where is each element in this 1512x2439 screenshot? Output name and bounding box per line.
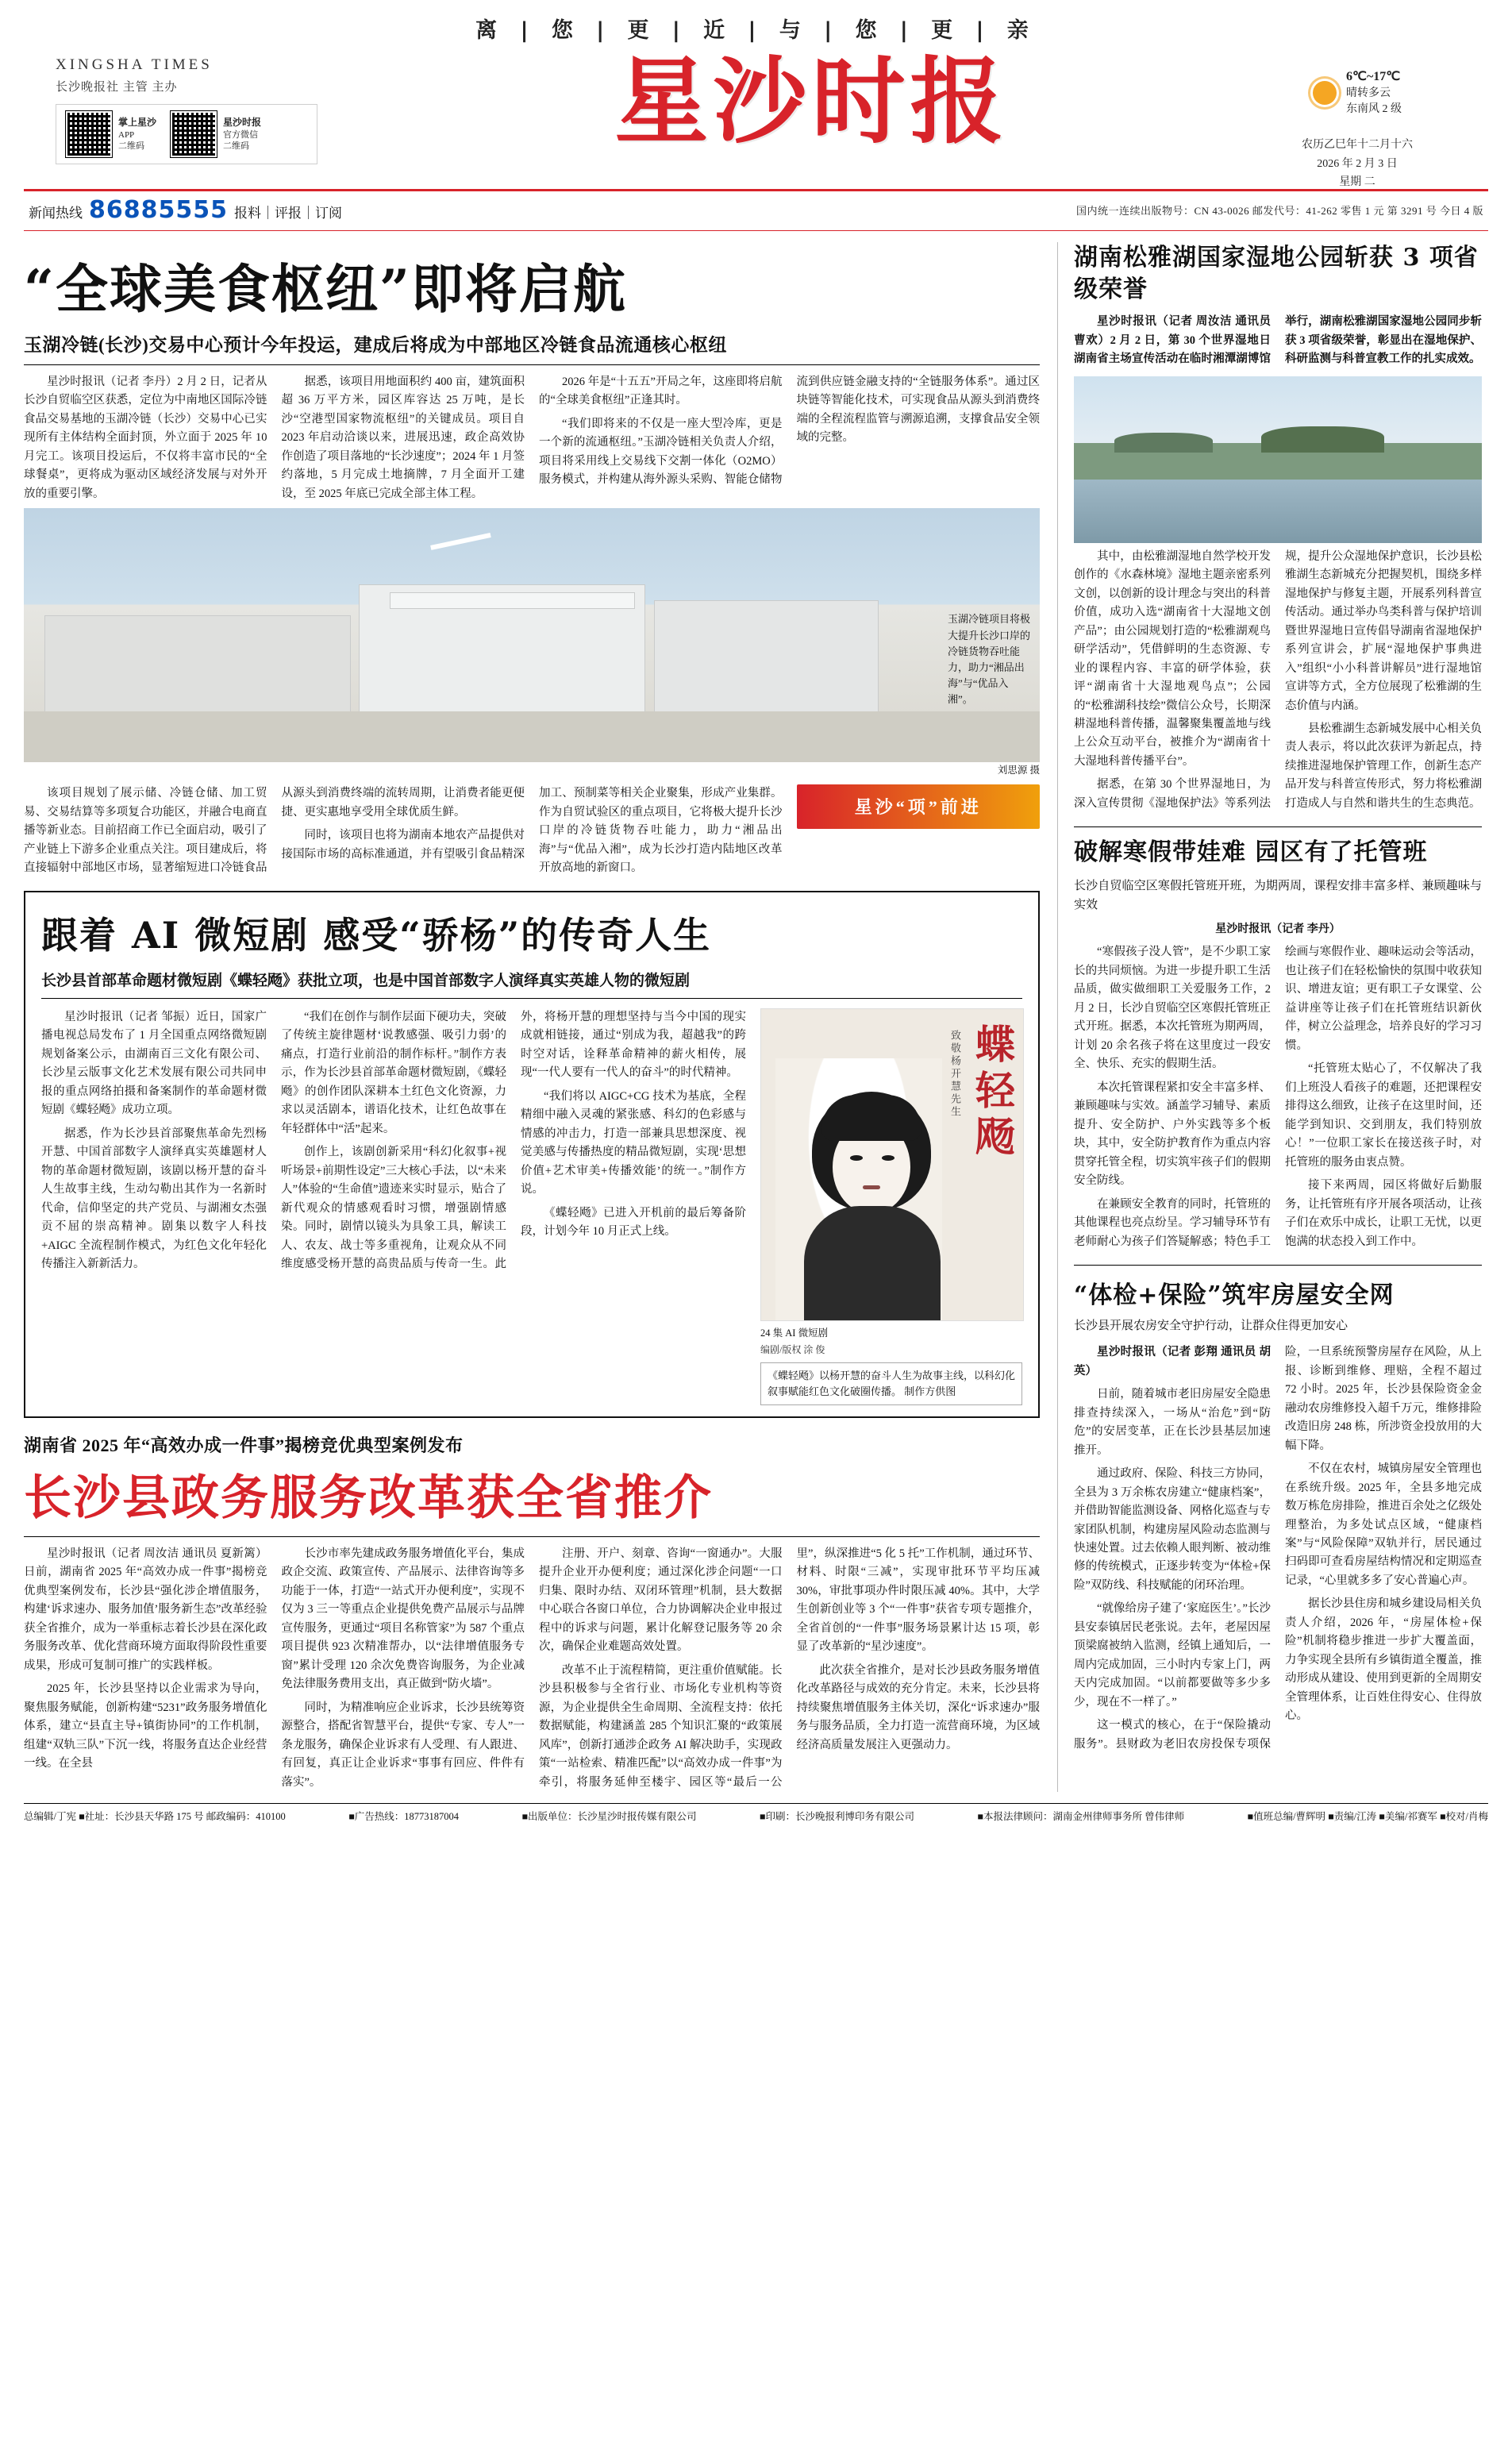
lead-photo-caption: 玉湖冷链项目将极大提升长沙口岸的冷链货物吞吐能力，助力“湘品出海”与“优品入湘”。: [948, 613, 1031, 706]
weather-widget: [1226, 67, 1488, 118]
lead-headline: “全球美食枢纽”即将启航: [24, 258, 627, 320]
paper-org: 长沙晚报社 主管 主办: [56, 81, 178, 94]
lead-para-2: 2026 年是“十五五”开局之年，这座即将启航的“全球美食枢纽”正逢其时。: [539, 376, 783, 407]
poster-portrait: [775, 1058, 942, 1320]
lead-subheadline: 玉湖冷链(长沙)交易中心预计今年投运，建成后将成为中部地区冷链食品流通核心枢纽: [24, 330, 1040, 365]
bottom-para-5: 改革不止于流程精简，更注重价值赋能。长沙县积极参与全省行业、市场化专业机构等资源，为企业提供全生命周期、全流程支持：依托数据赋能，构建涵盖 285 个知识汇聚的“政策展风库”，创新打通涉企政务 AI 解决助手，实现政策“一站检索、精准匹配”以“高效办成一件事”为牵引，将服务延伸至楼宇、园区等“最后一公里”，纵深推进“5 化 5 托”工作机制，通过环节、材料、时限“三减”，实现审批环节平均压减 30%，审批事项办件时限压减 40%。其中，大学生创新创业等 3 个“一件事”获省专项专题推介，全省首创的“一件事”服务场景累计达 15 项，彰显了改革新的“星沙速度”。: [539, 1547, 1040, 1789]
bottom-para-2: 长沙市率先建成政务服务增值化平台，集成政企交流、政策宣传、产品展示、法律咨询等多功能于一体，打造“一站式开办便利度”，实现不仅为 3 三一等重点企业提供免费产品展示与品牌宣传服务，更通过“项目名称管家”为 587 个重点项目提供 923 次精准帮办，以“法律增值服务专窗”累计受理 120 余次免费咨询服务，为企业减免法律服务费用支出，真正做到“防火墙”。: [281, 1547, 525, 1691]
footer-publisher: ■出版单位：长沙星沙时报传媒有限公司: [521, 1811, 697, 1823]
weather-cond: 晴转多云: [1346, 87, 1391, 100]
ai-para-0: 星沙时报讯（记者 邹振）近日，国家广播电视总局发布了 1 月全国重点网络微短剧规划备案公示，由湖南百三文化有限公司、长沙星云版事文化艺术发展有限公司共同申报的重点网络拍摄和备案制作的革命题材微短剧《蝶轻飏》成功立项。: [41, 1010, 267, 1117]
right-bottom-para-4: 不仅在农村，城镇房屋安全管理也在系统升级。2025 年，全县多地完成数万栋危房排险，推进百余处之亿级处理整治，为多处试点区域，“健康档案”与“风险保障”双轨并行，居民通过扫码即可查看房屋结构情况和定期巡查记录，“心里就多多了安心普遍心声。: [1285, 1462, 1482, 1587]
right-top-article: [1074, 548, 1482, 816]
right-mid-byline: 星沙时报讯（记者 李丹）: [1215, 923, 1341, 936]
bottom-article-text: [24, 1545, 1040, 1792]
poster-caption: 24 集 AI 微短剧: [760, 1327, 829, 1339]
qr-codes: [56, 104, 317, 164]
right-mid-para-1: 本次托管课程紧扣安全丰富多样、兼顾趣味与实效。涵盖学习辅导、素质提升、安全防护、户外实践等多个板块，其中，安全防护教育作为重点内容贯穿托管全程，切实筑牢孩子们的假期安全防线。: [1074, 1081, 1271, 1188]
lead-para-1: 据悉，该项目用地面积约 400 亩，建筑面积超 36 万平方米，园区库容达 25 万吨，是长沙“空港型国家物流枢纽”的关键成员。项目自 2023 年启动洽谈以来，进展迅速，政企高效协作创造了项目落地的“长沙速度”；2024 年 1 月签约落地，5 月完成土地摘牌，7 月全面开工建设，至 2025 年底已完成全部主体工程。: [281, 376, 525, 500]
right-bottom-subheadline: 长沙县开展农房安全守护行动，让群众住得更加安心: [1074, 1320, 1348, 1333]
ai-poster-area: [760, 1008, 1022, 1405]
right-bottom-para-3: 这一模式的核心，在于“保险撬动服务”。县财政为老旧农房投保专项保险，一旦系统预警房屋存在风险，从上报、诊断到维修、理赔，全程不超过 72 小时。2025 年，长沙县保险资金金融动农房维修投入超千万元，维修排险改造旧房 248 栋，所涉资金投放用的大幅下降。: [1074, 1346, 1482, 1751]
slogan: 离 | 您 | 更 | 近 | 与 | 您 | 更 | 亲: [475, 18, 1037, 43]
ai-headline: 跟着 AI 微短剧 感受“骄杨”的传奇人生: [41, 913, 712, 957]
masthead: [24, 0, 1488, 189]
right-bottom-byline: 星沙时报讯（记者 彭翔 通讯员 胡英）: [1074, 1346, 1271, 1377]
bottom-kicker: 湖南省 2025 年“高效办成一件事”揭榜竞优典型案例发布: [24, 1435, 464, 1455]
qr-wechat-cap: 二维码: [223, 141, 250, 151]
masthead-right: [1226, 47, 1488, 192]
section-divider: [1074, 1265, 1482, 1266]
lead-article-top: [24, 373, 1040, 503]
right-top-para-2: 县松雅湖生态新城发展中心相关负责人表示，将以此次获评为新起点，持续推进湿地保护管理工作，创新生态产品开发与科普宣传形式，努力将松雅湖打造成人与自然和谐共生的生态典范。: [1285, 722, 1482, 810]
right-mid-para-2: 在兼顾安全教育的同时，托管班的其他课程也亮点纷呈。学习辅导环节有老师耐心为孩子们答疑解惑；特色手工绘画与寒假作业、趣味运动会等活动，也让孩子们在轻松愉快的氛围中收获知识、增进友谊；更有职工子女课堂、公益讲座等让孩子们在托管班结识新伙伴，树立公益理念，培养良好的学习习惯。: [1074, 946, 1482, 1248]
ai-article-text: [41, 1008, 746, 1405]
lead-photo-block: [24, 508, 1040, 776]
drama-poster-image: [760, 1008, 1024, 1321]
lead-para-0: 星沙时报讯（记者 李丹）2 月 2 日，记者从长沙自贸临空区获悉，定位为中南地区国际冷链食品交易基地的玉湖冷链（长沙）交易中心已实现所有主体结构全面封顶，外立面于 2025 年 10 月完工。该项目投运后，不仅将丰富市民的“全球餐桌”，更将成为驱动区域经济发展与对外开放的重要引擎。: [24, 376, 267, 500]
qr-app-name: 掌上星沙: [118, 116, 157, 128]
lead-para-3: “我们即将来的不仅是一座大型冷库，更是一个新的流通枢纽。”玉湖冷链相关负责人介绍，项目将采用线上交易线下交割一体化（O2MO）服务模式，并构建从海外源头采购、智能仓储物流到供应链金融支持的“全链服务体系”。通过区块链等智能化技术，可实现食品从源头到消费终端的全程流程监管与溯源追溯，支撑食品安全领域的完整。: [539, 376, 1040, 487]
right-bottom-para-2: “就像给房子建了‘家庭医生’。”长沙县安泰镇居民老张说。去年，老屋因屋顶梁腐被纳入监测，经镇上通知后，一周内完成加固，三小时内专家上门，两天内完成加固。“以前都要做等多少多少，现在不一样了。”: [1074, 1602, 1271, 1709]
qr-wechat[interactable]: [171, 111, 261, 157]
poster-title: 蝶轻飏: [969, 1023, 1016, 1162]
right-bottom-para-1: 通过政府、保险、科技三方协同，全县为 3 万余栋农房建立“健康档案”，并借助智能监测设备、网格化巡查与专家团队机制，构建房屋风险动态监测与快速处置。过去依赖人眼判断、被动维修的传统模式，正逐步转变为“体检+保险”双防线、科技赋能的闭环治理。: [1074, 1467, 1271, 1592]
right-top-byline: 星沙时报讯（记者 周汝洁 通讯员 曹欢）2 月 2 日，第 30 个世界湿地日湖南省主场宣传活动在临时湘潭湖博馆举行，湖南松雅湖国家湿地公园同步斩获 3 项省级荣誉，彰显出在湿地保护、科研监测与科普宣教工作的扎实成效。: [1074, 315, 1482, 366]
paper-name-en: XINGSHA TIMES: [56, 56, 213, 73]
bottom-para-6: 此次获全省推介，是对长沙县政务服务增值化改革路径与成效的充分肯定。未来，长沙县将持续聚焦增值服务主体关切，深化“诉求速办”服务与服务品质，全力打造一流营商环境，为区域经济高质量发展注入更强动力。: [796, 1663, 1040, 1751]
lead-para-5: 同时，该项目也将为湖南本地农产品提供对接国际市场的高标准通道，并有望吸引食品精深加工、预制菜等相关企业聚集，形成产业集群。作为自贸试验区的重点项目，它将极大提升长沙口岸的冷链货物吞吐能力，助力“湘品出海”与“优品入湘”，成为长沙打造内陆地区改革开放高地的新窗口。: [281, 787, 783, 875]
bottom-para-0: 星沙时报讯（记者 周汝洁 通讯员 夏新篱）日前，湖南省 2025 年“高效办成一件事”揭榜竞优典型案例发布，长沙县“强化涉企增值服务，构建‘诉求速办、服务加值’服务新生态”改革经验获全省推介，成为一举重标志着长沙县在深化政务服务改革、优化营商环境方面取得阶段性重要成果，形成可复制可推广的实践样板。: [24, 1547, 267, 1672]
paper-title: 星沙时报: [614, 46, 1009, 156]
qr-wechat-sub: 官方微信: [223, 129, 259, 140]
right-bottom-headline: “体检+保险”筑牢房屋安全网: [1074, 1281, 1395, 1310]
qr-app[interactable]: [66, 111, 156, 157]
hotline-label: 新闻热线: [29, 206, 83, 221]
page-content: [24, 242, 1488, 1792]
qr-app-sub: APP: [118, 129, 135, 140]
sun-icon: [1313, 81, 1337, 105]
right-mid-subheadline: 长沙自贸临空区寒假托管班开班，为期两周，课程安排丰富多样、兼顾趣味与实效: [1074, 880, 1482, 912]
right-mid-article: [1074, 943, 1482, 1254]
weather-temp: 6℃~17℃: [1346, 70, 1401, 83]
page-footer: [24, 1803, 1488, 1831]
lead-photo: [24, 508, 1040, 762]
section-divider: [1074, 826, 1482, 827]
right-bottom-para-5: 据长沙县住房和城乡建设局相关负责人介绍，2026 年，“房屋体检+保险”机制将稳步推进一步扩大覆盖面，力争实现全县所有乡镇街道全覆盖，推动形成从建设、使用到更新的全周期安全管理体系，让百姓住得安心、住得放心。: [1285, 1597, 1482, 1723]
ai-para-5: 《蝶轻飏》已进入开机前的最后筹备阶段，计划今年 10 月正式上线。: [521, 1206, 746, 1239]
right-mid-para-3: “托管班太贴心了，不仅解决了我们上班没人看孩子的难题，还把课程安排得这么细致，让孩子在这里时间，还能学到知识、交到朋友，我们特别放心！”一位职工家长在接送孩子时，对托管班的服务由衷点赞。: [1285, 1062, 1482, 1169]
right-bottom-article: [1074, 1343, 1482, 1754]
right-top-para-0: 其中，由松雅湖湿地自然学校开发创作的《水森林境》湿地主题亲密系列文创，以创新的设计理念与突出的科普价值，成功入选“湖南省十大湿地文创产品”；由公园规划打造的“松雅湖观鸟研学活动”，凭借鲜明的生态资源、专业的课程内容、丰富的研学体验，获评“湖南省十大湿地观鸟点”；公园的“松雅湖科技绘”微信公众号，长期深耕湿地科普传播，温馨聚集覆盖地与线上公众互动平台，被推介为“湖南省十大湿地科普传播平台”。: [1074, 549, 1271, 768]
right-mid-para-0: “寒假孩子没人管”，是不少职工家长的共同烦恼。为进一步提升职工生活品质，做实做细职工关爱服务工作，2 月 2 日，长沙自贸临空区寒假托管班正式开班。据悉，本次托管班为期两周，计划 20 余名孩子将在这里度过一段安全、快乐、充实的假期生活。: [1074, 946, 1271, 1071]
right-top-para-1: 据悉，在第 30 个世界湿地日，为深入宣传贯彻《湿地保护法》等系列法规，提升公众湿地保护意识，长沙县松雅湖生态新城充分把握契机，围绕多样湿地保护与修复主题，开展系列科普宣传活动。通过举办鸟类科普与保护培训暨世界湿地日宣传倡导湖南省湿地保护系列宣讲会，扩展“湿地保护事典进入”组织“小小科普讲解员”进行湿地馆宣讲等方式，全方位展现了松雅湖的生态价值与内涵。: [1074, 549, 1482, 810]
lead-photo-credit: 刘思源 摄: [997, 765, 1040, 776]
lunar-date: 农历乙巳年十二月十六: [1302, 138, 1413, 151]
ai-subheadline: 长沙县首部革命题材微短剧《蝶轻飏》获批立项，也是中国首部数字人演绎真实英雄人物的微短剧: [41, 969, 1022, 999]
footer-legal: ■本报法律顾问：湖南金州律师事务所 曾伟律师: [977, 1811, 1185, 1823]
hotline-services: 报料｜评报｜订阅: [234, 206, 342, 221]
footer-left: 总编辑/丁宪 ■社址：长沙县天华路 175 号 邮政编码：410100: [24, 1811, 286, 1823]
ai-microdrama-article: [24, 891, 1040, 1418]
qr-code-icon: [66, 111, 112, 157]
poster-credit: 编剧/版权 涂 俊: [760, 1343, 825, 1355]
lead-article-bottom: [24, 784, 1040, 877]
right-column: [1057, 242, 1482, 1792]
ai-para-2: “我们在创作与制作层面下硬功夫，突破了传统主旋律题材‘说教感强、吸引力弱’的痛点，打造行业前沿的制作标杆。”制作方表示，作为长沙县首部革命题材微短剧，《蝶轻飏》的创作团队深耕本土红色文化资源，力求以灵活剧本，谱语化技术，让红色故事在年轻群体中“活”起来。: [281, 1010, 506, 1135]
masthead-center: [397, 46, 1226, 156]
qr-app-cap: 二维码: [118, 141, 144, 151]
gregorian-date: 2026 年 2 月 3 日: [1317, 157, 1398, 170]
right-mid-headline: 破解寒假带娃难 园区有了托管班: [1074, 838, 1428, 867]
qr-code-icon: [171, 111, 217, 157]
ai-para-1: 据悉，作为长沙县首部聚焦革命先烈杨开慧、中国首部数字人演绎真实英雄题材人物的革命题材微短剧，该剧以杨开慧的奋斗人生故事主线，生动勾勒出其作为一名新时代命，信仰坚定的共产党员、与湖湘女杰强贡不屈的崇高精神。剧集以数字人科技+AIGC 全流程制作模式，为红色文化年轻化传播注入新新活力。: [41, 1127, 267, 1271]
ai-para-4: “我们将以 AIGC+CG 技术为基底，全程精细中融入灵魂的紧张感、科幻的色彩感与情感的冲击力，打造一部兼具思想深度、视觉美感与传播热度的精品微短剧，实现‘思想价值+艺术审美+传播效能’的统一。”制作方说。: [521, 1089, 746, 1196]
right-top-headline: 湖南松雅湖国家湿地公园斩获 3 项省级荣誉: [1074, 244, 1479, 303]
right-bottom-para-0: 日前，随着城市老旧房屋安全隐患排查持续深入，一场从“治危”到“防危”的安居变革，正在长沙县基层加速推开。: [1074, 1388, 1271, 1457]
footer-printer: ■印刷：长沙晚报利博印务有限公司: [759, 1811, 914, 1823]
right-mid-para-4: 接下来两周，园区将做好后勤服务，让托管班有序开展各项活动，让孩子们在欢乐中成长，让职工无忧，以更饱满的状态投入到工作中。: [1285, 1179, 1482, 1248]
column-badge: 星沙“项”前进: [797, 784, 1041, 829]
wetland-photo: [1074, 376, 1482, 543]
bottom-headline: 长沙县政务服务改革获全省推介: [24, 1460, 1040, 1537]
weekday: 星期 二: [1339, 176, 1375, 189]
date-block: [1226, 136, 1488, 192]
publication-meta: 国内统一连续出版物号：CN 43-0026 邮发代号：41-262 零售 1 元 第 3291 号 今日 4 版: [1076, 205, 1483, 217]
bottom-para-4: 注册、开户、刻章、咨询“一窗通办”。大服提升企业开办便利度；通过深化涉企问题“一口归集、限时办结、双闭环管理”机制，县大数据中心联合各窗口单位，合力协调解决企业申报过程中的诉求与问题，累计化解登记服务等 20 余次，确保企业难题高效处置。: [539, 1547, 783, 1654]
footer-right: ■值班总编/曹辉明 ■责编/江涛 ■美编/祁赛军 ■校对/肖梅: [1247, 1811, 1488, 1823]
masthead-left: [24, 47, 397, 164]
bottom-article: [24, 1432, 1040, 1792]
ai-para-3: 创作上，该剧创新采用“科幻化叙事+视听场景+前期性设定”三大核心手法，以“未来人”体验的“生命值”遗迹来实时显示，贴合了新代观众的情感观看时习惯，增强剧情感染。同时，剧情以镜头为具象工具，解读工人、农友、战士等多重视角，让观众从不同维度感受杨开慧的高贵品质与传奇一生。此外，将杨开慧的理想坚持与当今中国的现实成就相链接，通过“别成为我，超越我”的跨时空对话，诠释革命精神的薪火相传，展现“一代人要有一代人的奋斗”的时代精神。: [281, 1010, 746, 1271]
right-top-lede: [1074, 313, 1482, 371]
bottom-para-3: 同时，为精准响应企业诉求，长沙县统筹资源整合，搭配省智慧平台，提供“专家、专人”一条龙服务，确保企业诉求有人受理、有人跟进、有回复，真正让企业诉求“事事有回应、件件有落实”。: [281, 1701, 525, 1789]
lead-para-4: 该项目规划了展示储、冷链仓储、加工贸易、交易结算等多项复合功能区，并融合电商直播等新业态。目前招商工作已全面启动，吸引了产业链上下游多企业重点关注。项目建成后，将直接辐射中部地区市场，显著缩短进口冷链食品从源头到消费终端的流转周期，让消费者能更便捷、更实惠地享受用全球优质生鲜。: [24, 787, 525, 875]
footer-ad-hotline: ■广告热线：18773187004: [348, 1811, 460, 1823]
poster-subtitle: 致敬杨开慧先生: [949, 1029, 961, 1119]
weather-wind: 东南风 2 级: [1346, 103, 1402, 116]
poster-note: 《蝶轻飏》以杨开慧的奋斗人生为故事主线，以科幻化叙事赋能红色文化破圈传播。 制作方供图: [760, 1362, 1022, 1405]
hotline-bar: [24, 189, 1488, 231]
left-column: [24, 242, 1040, 1792]
bottom-para-1: 2025 年，长沙县坚持以企业需求为导向，聚焦服务赋能，创新构建“5231”政务服务增值化体系，建立“县直主导+镇街协同”的工作机制，组建“双轨三队”下沉一线，将服务直达企业经营一线。在全县: [24, 1682, 267, 1770]
hotline-number: 86885555: [89, 196, 228, 224]
qr-wechat-name: 星沙时报: [223, 116, 262, 128]
